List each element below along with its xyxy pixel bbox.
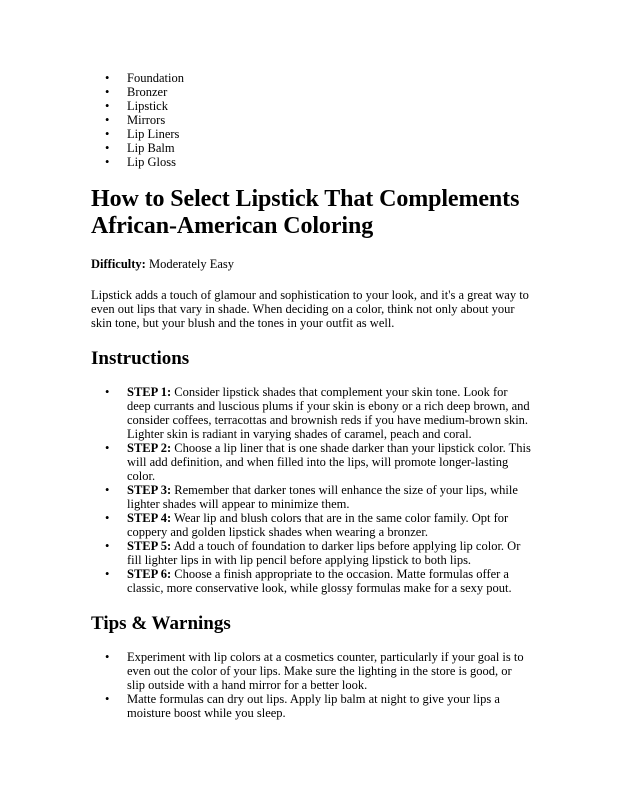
bullet-icon: • <box>105 483 110 497</box>
tip-text: Experiment with lip colors at a cosmetics counter, particularly if your goal is to even out the color of your lips. Make sure the lighting in the store is good, or slip outside with a hand mirror for a better look. <box>127 650 524 692</box>
step-label: STEP 1: <box>127 385 172 399</box>
step-text: Add a touch of foundation to darker lips before applying lip color. Or fill lighter lips in with lip pencil before applying lipstick to both lips. <box>127 539 521 567</box>
bullet-icon: • <box>105 127 110 141</box>
bullet-icon: • <box>105 539 110 553</box>
list-item <box>91 99 531 113</box>
step-text: Choose a finish appropriate to the occasion. Matte formulas offer a classic, more conservative look, while glossy formulas make for a sexy pout. <box>127 567 512 595</box>
bullet-icon: • <box>105 113 110 127</box>
bullet-icon: • <box>105 141 110 155</box>
intro-paragraph: Lipstick adds a touch of glamour and sophistication to your look, and it's a great way to even out lips that vary in shade. When deciding on a color, think not only about your skin tone, but your blush and the tones in your outfit as well. <box>91 288 529 330</box>
list-item <box>91 85 531 99</box>
supply-item: Lipstick <box>127 99 168 113</box>
step-text: Wear lip and blush colors that are in the same color family. Opt for coppery and golden lipstick shades when wearing a bronzer. <box>127 511 509 539</box>
bullet-icon: • <box>105 99 110 113</box>
step-text: Consider lipstick shades that complement your skin tone. Look for deep currants and luscious plums if your skin is ebony or a rich deep brown, and consider coffees, terracottas and brownish reds if you have medium-brown skin. Lighter skin is radiant in varying shades of caramel, peach and coral. <box>127 385 530 441</box>
supply-item: Lip Liners <box>127 127 180 141</box>
tips-heading: Tips & Warnings <box>91 613 231 634</box>
list-item <box>91 127 531 141</box>
step-label: STEP 5: <box>127 539 172 553</box>
step-text: Choose a lip liner that is one shade darker than your lipstick color. This will add definition, and when filled into the lips, will promote longer-lasting color. <box>127 441 531 483</box>
difficulty-line <box>91 257 531 271</box>
bullet-icon: • <box>105 692 110 706</box>
step-item <box>91 567 531 595</box>
tip-item <box>91 650 531 692</box>
supply-item: Mirrors <box>127 113 166 127</box>
supply-item: Lip Balm <box>127 141 175 155</box>
list-item <box>91 113 531 127</box>
step-text: Remember that darker tones will enhance the size of your lips, while lighter shades will appear to minimize them. <box>127 483 518 511</box>
bullet-icon: • <box>105 650 110 664</box>
instructions-heading: Instructions <box>91 348 190 369</box>
list-item <box>91 71 531 85</box>
list-item <box>91 141 531 155</box>
bullet-icon: • <box>105 567 110 581</box>
bullet-icon: • <box>105 85 110 99</box>
supply-item: Lip Gloss <box>127 155 176 169</box>
tip-item <box>91 692 531 720</box>
tip-text: Matte formulas can dry out lips. Apply lip balm at night to give your lips a moisture boost while you sleep. <box>127 692 500 720</box>
difficulty-label: Difficulty: <box>91 257 146 271</box>
bullet-icon: • <box>105 385 110 399</box>
step-label: STEP 3: <box>127 483 172 497</box>
bullet-icon: • <box>105 511 110 525</box>
bullet-icon: • <box>105 155 110 169</box>
step-item <box>91 539 531 567</box>
step-item <box>91 441 531 483</box>
supplies-list <box>91 71 531 169</box>
step-item <box>91 511 531 539</box>
steps-list <box>91 385 531 595</box>
list-item <box>91 155 531 169</box>
supply-item: Bronzer <box>127 85 168 99</box>
step-item <box>91 483 531 511</box>
tips-list <box>91 650 531 720</box>
step-item <box>91 385 531 441</box>
difficulty-value: Moderately Easy <box>148 257 235 271</box>
step-label: STEP 4: <box>127 511 172 525</box>
bullet-icon: • <box>105 71 110 85</box>
step-label: STEP 2: <box>127 441 172 455</box>
article <box>91 71 531 720</box>
supply-item: Foundation <box>127 71 184 85</box>
bullet-icon: • <box>105 441 110 455</box>
page-title: How to Select Lipstick That Complements African-American Coloring <box>91 186 520 239</box>
step-label: STEP 6: <box>127 567 172 581</box>
